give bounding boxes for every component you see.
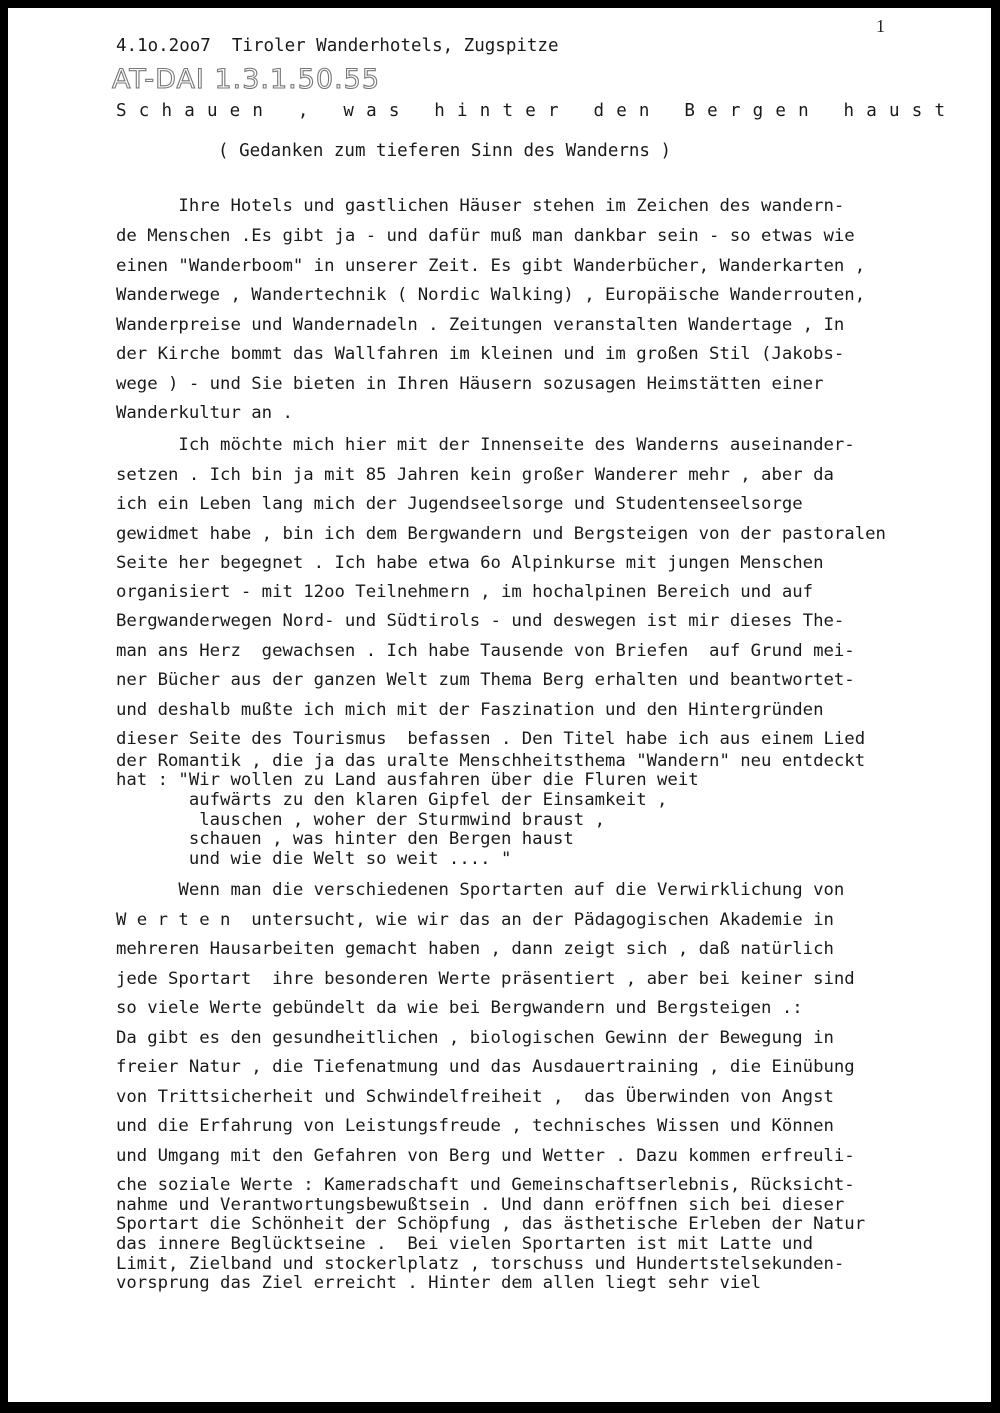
text-line: Ich möchte mich hier mit der Innenseite des Wanderns auseinander- — [116, 435, 855, 455]
text-line: Wanderkultur an . — [116, 403, 293, 423]
text-line: jede Sportart ihre besonderen Werte präsentiert , aber bei keiner sind — [116, 969, 855, 989]
text-line: lauschen , woher der Sturmwind braust , — [116, 810, 605, 830]
page-number: 1 — [876, 16, 885, 36]
text-line: Seite her begegnet . Ich habe etwa 6o Alpinkurse mit jungen Menschen — [116, 553, 824, 573]
archive-stamp: AT-DAI 1.3.1.50.55 — [112, 64, 381, 95]
text-line: W e r t e n untersucht, wie wir das an der Pädagogischen Akademie in — [116, 910, 834, 930]
text-line: aufwärts zu den klaren Gipfel der Einsamkeit , — [116, 790, 668, 810]
text-line: organisiert - mit 12oo Teilnehmern , im hochalpinen Bereich und auf — [116, 582, 814, 602]
text-line: wege ) - und Sie bieten in Ihren Häusern sozusagen Heimstätten einer — [116, 374, 824, 394]
text-line: Da gibt es den gesundheitlichen , biologischen Gewinn der Bewegung in — [116, 1028, 834, 1048]
document-header: 4.1o.2oo7 Tiroler Wanderhotels, Zugspitze — [116, 36, 559, 56]
text-line: nahme und Verantwortungsbewußtsein . Und dann eröffnen sich bei dieser — [116, 1195, 845, 1215]
text-line: und wie die Welt so weit .... " — [116, 849, 512, 869]
text-line: Wenn man die verschiedenen Sportarten auf die Verwirklichung von — [116, 880, 845, 900]
text-line: setzen . Ich bin ja mit 85 Jahren kein großer Wanderer mehr , aber da — [116, 465, 834, 485]
text-line: der Kirche bommt das Wallfahren im kleinen und im großen Stil (Jakobs- — [116, 344, 845, 364]
text-line: Ihre Hotels und gastlichen Häuser stehen im Zeichen des wandern- — [116, 196, 845, 216]
document-title: Schauen , was hinter den Bergen haust — [116, 101, 958, 121]
text-line: schauen , was hinter den Bergen haust — [116, 829, 574, 849]
text-line: Sportart die Schönheit der Schöpfung , das ästhetische Erleben der Natur — [116, 1214, 866, 1234]
text-line: der Romantik , die ja das uralte Menschheitsthema "Wandern" neu entdeckt — [116, 751, 866, 771]
text-line: mehreren Hausarbeiten gemacht haben , dann zeigt sich , daß natürlich — [116, 939, 834, 959]
text-line: man ans Herz gewachsen . Ich habe Tausende von Briefen auf Grund mei- — [116, 641, 855, 661]
text-line: hat : "Wir wollen zu Land ausfahren über die Fluren weit — [116, 770, 699, 790]
text-line: ner Bücher aus der ganzen Welt zum Thema Berg erhalten und beantwortet- — [116, 670, 855, 690]
text-line: gewidmet habe , bin ich dem Bergwandern und Bergsteigen von der pastoralen — [116, 524, 886, 544]
text-line: und Umgang mit den Gefahren von Berg und Wetter . Dazu kommen erfreuli- — [116, 1146, 855, 1166]
text-line: Wanderwege , Wandertechnik ( Nordic Walking) , Europäische Wanderrouten, — [116, 285, 866, 305]
document-subtitle: ( Gedanken zum tieferen Sinn des Wanderns ) — [218, 141, 672, 161]
text-line: von Trittsicherheit und Schwindelfreiheit , das Überwinden von Angst — [116, 1087, 834, 1107]
text-line: che soziale Werte : Kameradschaft und Gemeinschaftserlebnis, Rücksicht- — [116, 1175, 855, 1195]
text-line: Limit, Zielband und stockerlplatz , torschuss und Hundertstelsekunden- — [116, 1254, 845, 1274]
text-line: so viele Werte gebündelt da wie bei Bergwandern und Bergsteigen .: — [116, 998, 803, 1018]
text-line: vorsprung das Ziel erreicht . Hinter dem allen liegt sehr viel — [116, 1273, 762, 1293]
text-line: Wanderpreise und Wandernadeln . Zeitungen veranstalten Wandertage , In — [116, 315, 845, 335]
text-line: ich ein Leben lang mich der Jugendseelsorge und Studentenseelsorge — [116, 494, 803, 514]
text-line: dieser Seite des Tourismus befassen . Den Titel habe ich aus einem Lied — [116, 729, 866, 749]
text-line: und deshalb mußte ich mich mit der Faszination und den Hintergründen — [116, 700, 824, 720]
text-line: und die Erfahrung von Leistungsfreude , technisches Wissen und Können — [116, 1116, 834, 1136]
text-line: einen "Wanderboom" in unserer Zeit. Es gibt Wanderbücher, Wanderkarten , — [116, 256, 866, 276]
text-line: freier Natur , die Tiefenatmung und das Ausdauertraining , die Einübung — [116, 1057, 855, 1077]
text-line: das innere Beglücktseine . Bei vielen Sportarten ist mit Latte und — [116, 1234, 814, 1254]
text-line: Bergwanderwegen Nord- und Südtirols - und deswegen ist mir dieses The- — [116, 611, 845, 631]
text-line: de Menschen .Es gibt ja - und dafür muß man dankbar sein - so etwas wie — [116, 226, 855, 246]
document-page — [8, 8, 991, 1402]
